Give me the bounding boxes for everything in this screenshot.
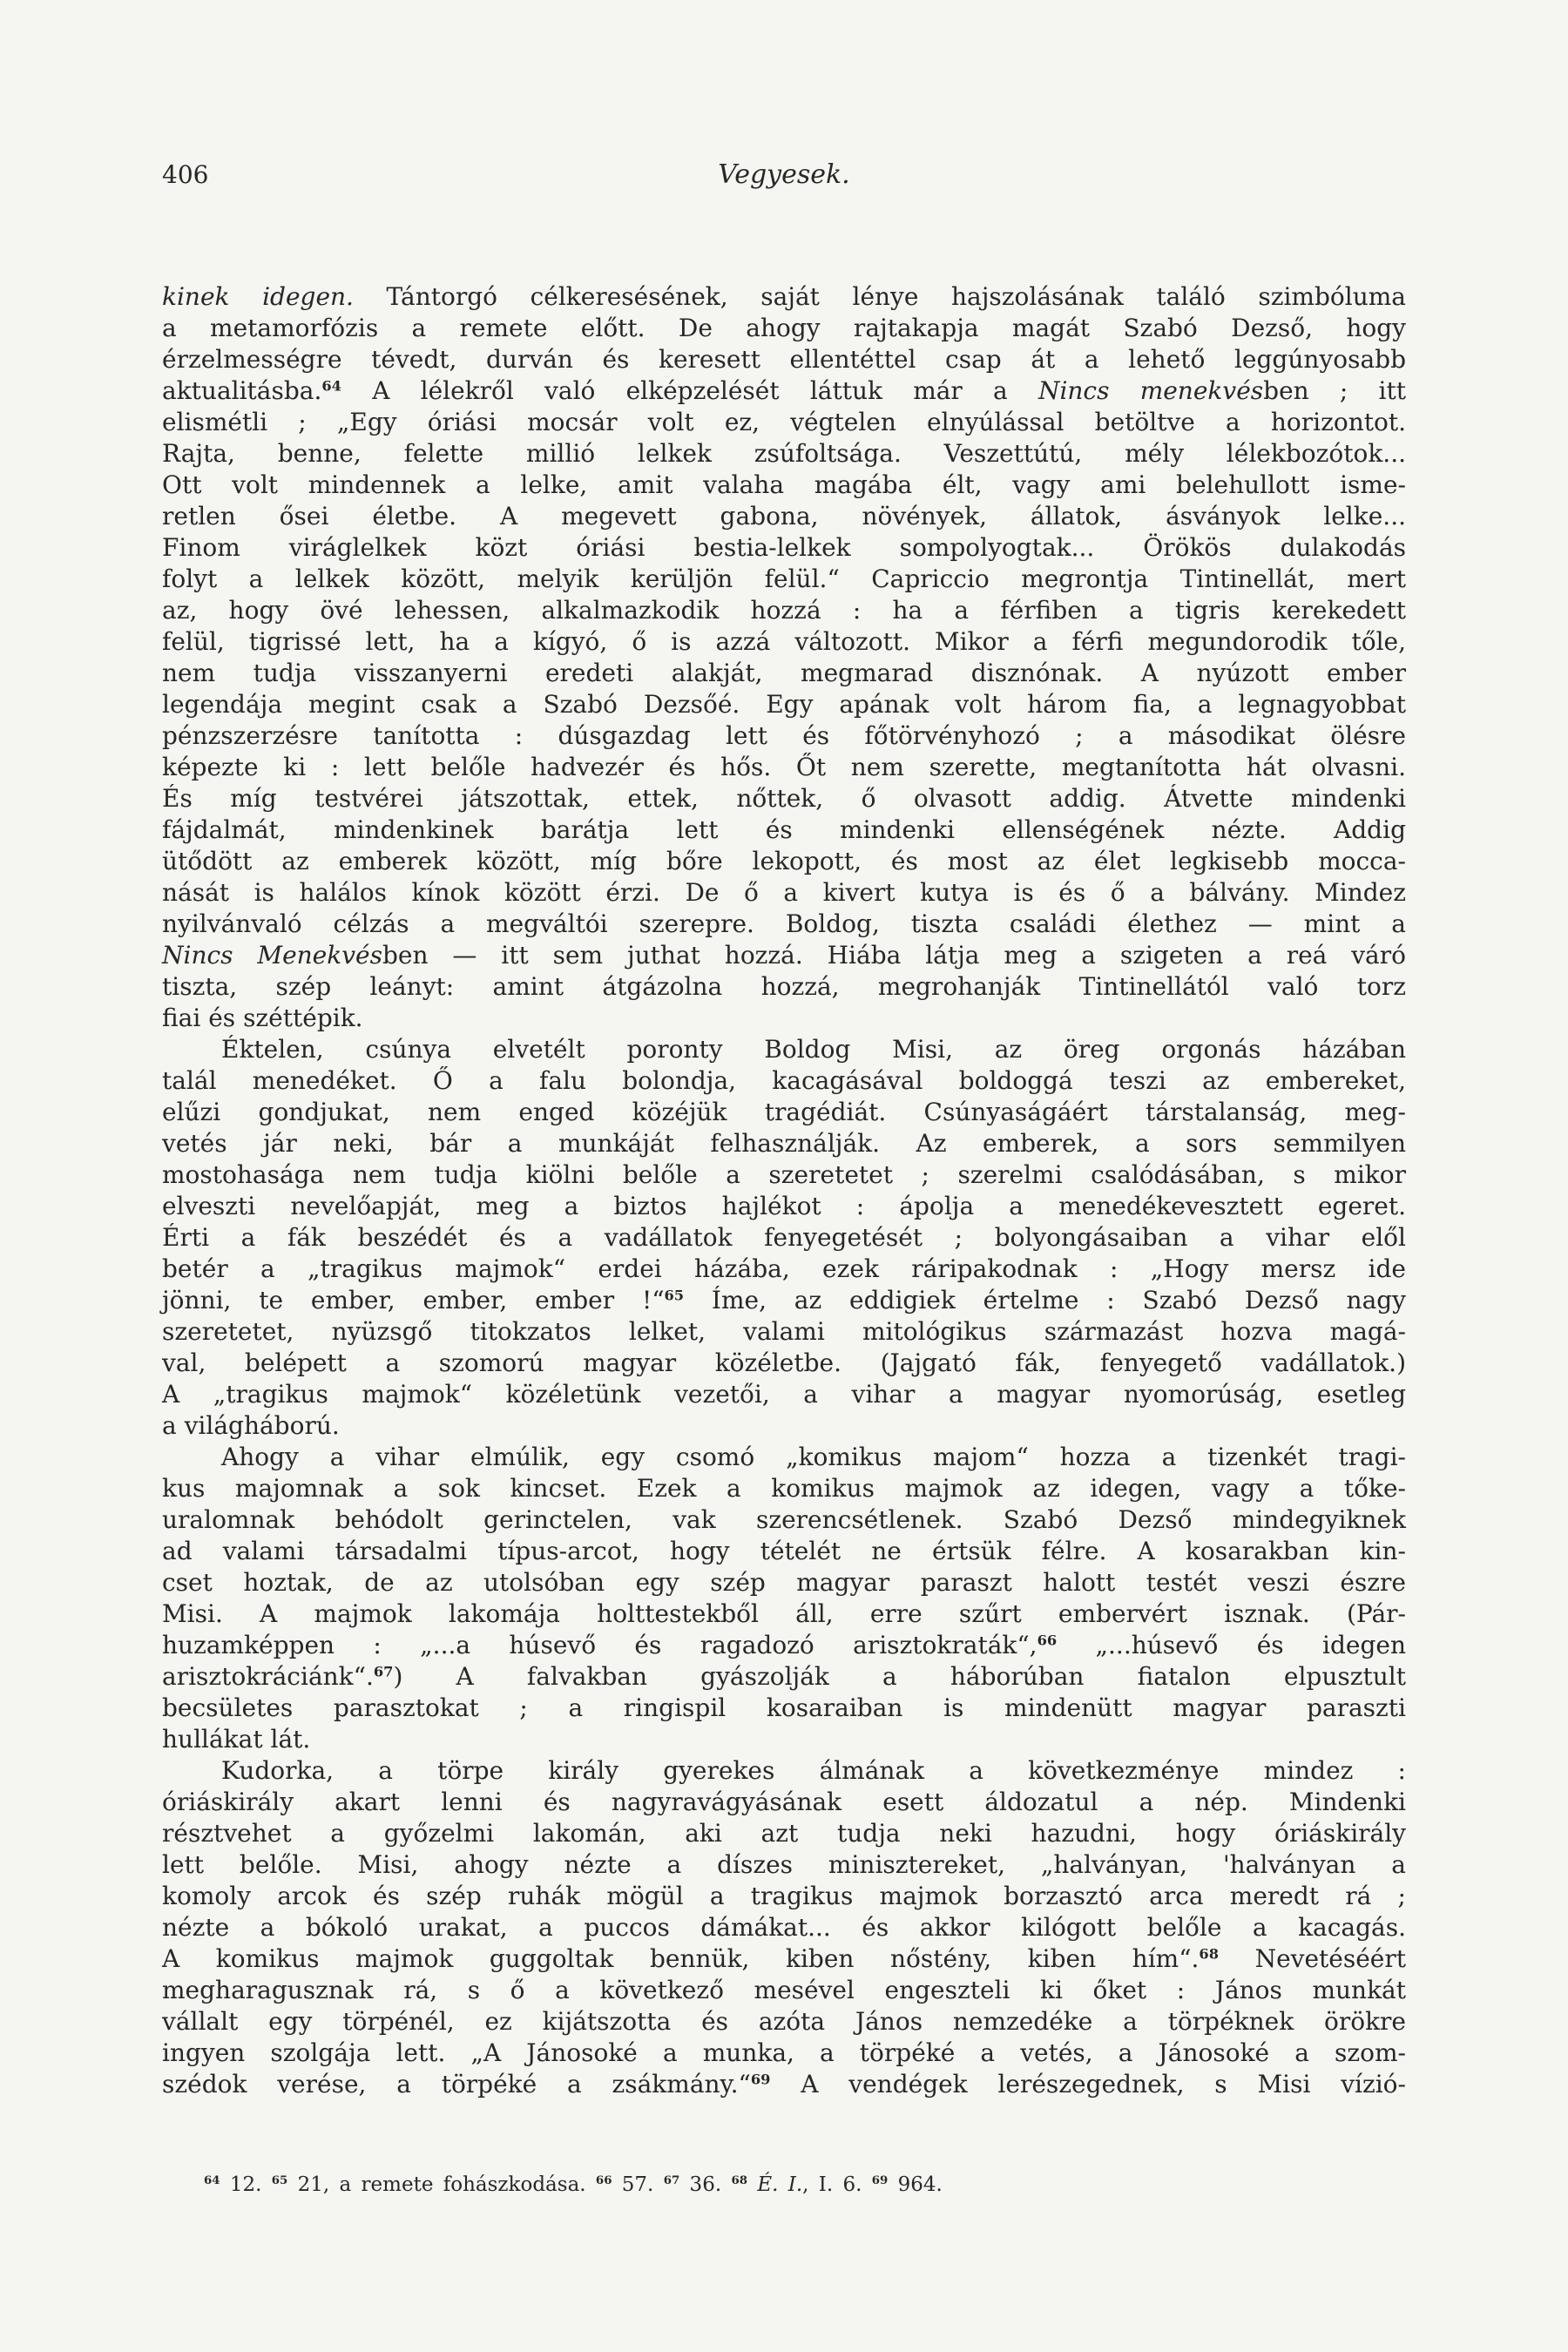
text-run: elűzi gondjukat, nem enged közéjük tragédiát. Csúnyaságáért társtalanság, meg- — [162, 1098, 1406, 1126]
text-run: óriáskirály akart lenni és nagyravágyásának esett áldozatul a nép. Mindenki — [162, 1788, 1406, 1816]
text-line — [162, 1849, 1406, 1881]
body-text — [162, 281, 1406, 2100]
footnote-ref: 64 — [204, 2173, 220, 2187]
text-line — [162, 1065, 1406, 1097]
text-run: A lélekről való elképzelését láttuk már a — [341, 376, 1038, 405]
text-run: fiai és széttépik. — [162, 1004, 363, 1032]
text-run: Rajta, benne, felette millió lelkek zsúfoltsága. Veszettútú, mély lélekbozótok... — [162, 439, 1406, 468]
text-run: lett belőle. Misi, ahogy nézte a díszes minisztereket, „halványan, 'halványan a — [162, 1850, 1406, 1879]
italic-title: kinek idegen. — [162, 282, 354, 311]
text-run: 36. — [679, 2173, 732, 2196]
footnote-ref: 65 — [271, 2173, 288, 2187]
text-line — [162, 1097, 1406, 1128]
text-run: 964. — [888, 2173, 943, 2196]
footnote-ref: 66 — [595, 2173, 612, 2187]
text-run: huzamképpen : „...a húsevő és ragadozó arisztokraták“, — [162, 1631, 1037, 1659]
footnote-ref: 66 — [1037, 1632, 1058, 1649]
text-run: a világháború. — [162, 1411, 340, 1440]
text-run: folyt a lelkek között, melyik kerüljön felül.“ Capriccio megrontja Tintinellát, mert — [162, 564, 1406, 593]
text-run: Íme, az eddigiek értelme : Szabó Dezső nagy — [684, 1286, 1407, 1315]
text-line — [162, 1881, 1406, 1912]
text-line — [162, 1191, 1406, 1222]
text-line — [162, 814, 1406, 846]
italic-title: É. I. — [757, 2173, 803, 2196]
text-run: érzelmességre tévedt, durván és keresett ellentéttel csap át a lehető leggúnyosabb — [162, 345, 1406, 374]
text-run: ) A falvakban gyászolják a háborúban fiatalon elpusztult — [393, 1662, 1406, 1691]
text-line — [162, 1912, 1406, 1943]
text-line — [162, 1598, 1406, 1630]
text-run: mostohasága nem tudja kiölni belőle a szeretetet ; szerelmi csalódásában, s mikor — [162, 1160, 1406, 1189]
text-line — [162, 564, 1406, 595]
text-line — [162, 2006, 1406, 2038]
text-run: megharagusznak rá, s ő a következő mesével engeszteli ki őket : János munkát — [162, 1976, 1406, 2004]
italic-title: Nincs menekvés — [1037, 376, 1264, 405]
text-run: uralomnak behódolt gerinctelen, vak szerencsétlenek. Szabó Dezső mindegyiknek — [162, 1505, 1406, 1534]
text-line — [162, 1348, 1406, 1379]
footnote-ref: 68 — [731, 2173, 748, 2187]
text-line — [162, 1128, 1406, 1159]
text-line — [162, 1536, 1406, 1567]
text-run: 21, a remete fohászkodása. — [287, 2173, 596, 2196]
text-run: vetés jár neki, bár a munkáját felhasználják. Az emberek, a sors semmilyen — [162, 1129, 1406, 1158]
text-run: 12. — [220, 2173, 272, 2196]
text-run: kus majomnak a sok kincset. Ezek a komikus majmok az idegen, vagy a tőke- — [162, 1474, 1406, 1503]
text-line — [162, 909, 1406, 940]
text-line — [162, 1724, 1406, 1755]
text-line — [162, 1630, 1406, 1661]
text-run: cset hoztak, de az utolsóban egy szép magyar paraszt halott testét veszi észre — [162, 1568, 1406, 1597]
text-run: becsületes parasztokat ; a ringispil kosaraiban is mindenütt magyar paraszti — [162, 1693, 1406, 1722]
text-line — [162, 1755, 1406, 1787]
running-head: Vegyesek. — [718, 159, 850, 190]
text-line — [162, 1442, 1406, 1473]
text-line — [162, 720, 1406, 752]
text-run: ben ; itt — [1263, 376, 1406, 405]
text-run: vállalt egy törpénél, ez kijátszotta és azóta János nemzedéke a törpéknek örökre — [162, 2007, 1406, 2036]
text-line — [162, 470, 1406, 501]
text-run: tiszta, szép leányt: amint átgázolna hozzá, megrohanják Tintinellától való torz — [162, 972, 1406, 1001]
text-run: komoly arcok és szép ruhák mögül a tragikus majmok borzasztó arca meredt rá ; — [162, 1882, 1406, 1910]
text-run: talál menedéket. Ő a falu bolondja, kacagásával boldoggá teszi az embereket, — [162, 1066, 1406, 1095]
text-line — [162, 595, 1406, 626]
text-run: pénzszerzésre tanította : dúsgazdag lett és főtörvényhozó ; a másodikat ölésre — [162, 721, 1406, 750]
text-line — [162, 689, 1406, 720]
text-run: nem tudja visszanyerni eredeti alakját, megmarad disznónak. A nyúzott ember — [162, 659, 1406, 687]
text-line — [162, 971, 1406, 1003]
text-run: képezte ki : lett belőle hadvezér és hős. Őt nem szerette, megtanította hát olvasni. — [162, 753, 1406, 781]
text-run: A „tragikus majmok“ közéletünk vezetői, a vihar a magyar nyomorúság, esetleg — [162, 1380, 1406, 1409]
text-line — [162, 626, 1406, 658]
paragraph — [162, 1755, 1406, 2100]
text-line — [162, 281, 1406, 313]
text-run: „...húsevő és idegen — [1057, 1631, 1406, 1659]
text-run: legendája megint csak a Szabó Dezsőé. Egy apának volt három fia, a legnagyobbat — [162, 690, 1406, 719]
text-run: És míg testvérei játszottak, ettek, nőttek, ő olvasott addig. Átvette mindenki — [162, 784, 1406, 813]
text-run: Tántorgó célkeresésének, saját lénye hajszolásának találó szimbóluma — [353, 282, 1406, 311]
footnote-ref: 67 — [663, 2173, 680, 2187]
text-run: A komikus majmok guggoltak bennük, kiben nőstény, kiben hím“. — [162, 1944, 1200, 1973]
text-run: hullákat lát. — [162, 1725, 311, 1754]
text-line — [162, 940, 1406, 971]
text-line — [162, 877, 1406, 909]
text-run: arisztokráciánk“. — [162, 1662, 374, 1691]
text-run: felül, tigrissé lett, ha a kígyó, ő is azzá változott. Mikor a férfi megundorodik tőle, — [162, 627, 1406, 656]
text-line — [162, 1034, 1406, 1065]
text-run: ad valami társadalmi típus-arcot, hogy tételét ne értsük félre. A kosarakban kin- — [162, 1537, 1406, 1565]
text-line — [162, 2038, 1406, 2069]
text-run: elismétli ; „Egy óriási mocsár volt ez, végtelen elnyúlással betöltve a horizontot. — [162, 408, 1406, 436]
footnote-ref: 69 — [750, 2071, 771, 2088]
text-line — [162, 375, 1406, 407]
text-run: Finom viráglelkek közt óriási bestia-lelkek sompolyogtak... Örökös dulakodás — [162, 533, 1406, 562]
text-line — [162, 438, 1406, 470]
paragraph — [162, 281, 1406, 1034]
text-line — [162, 1787, 1406, 1818]
text-run: Kudorka, a törpe király gyerekes álmának a következménye mindez : — [221, 1756, 1406, 1785]
paragraph — [162, 1034, 1406, 1442]
text-line — [162, 1975, 1406, 2006]
text-line — [162, 1159, 1406, 1191]
text-run: 57. — [612, 2173, 664, 2196]
text-run: retlen ősei életbe. A megevett gabona, növények, állatok, ásványok lelke... — [162, 502, 1406, 531]
text-run: Misi. A majmok lakomája holttestekből áll, erre szűrt embervért isznak. (Pár- — [162, 1599, 1406, 1628]
text-line — [162, 658, 1406, 689]
footnote-ref: 69 — [871, 2173, 889, 2187]
text-line — [162, 1504, 1406, 1536]
footnote-ref: 68 — [1199, 1945, 1220, 1963]
footnote-ref: 64 — [321, 377, 341, 395]
text-run: elveszti nevelőapját, meg a biztos hajlékot : ápolja a menedékevesztett egeret. — [162, 1192, 1406, 1220]
text-line — [162, 1285, 1406, 1316]
text-run: Éktelen, csúnya elvetélt poronty Boldog Misi, az öreg orgonás házában — [221, 1035, 1406, 1064]
text-run: szeretetet, nyüzsgő titokzatos lelket, valami mitológikus származást hozva magá- — [162, 1317, 1406, 1346]
paragraph — [162, 1442, 1406, 1755]
text-line — [162, 313, 1406, 344]
text-run — [747, 2173, 757, 2196]
text-line — [162, 344, 1406, 375]
text-line — [162, 1473, 1406, 1504]
text-run: Nevetéséért — [1219, 1944, 1406, 1973]
footnote-ref: 67 — [373, 1663, 394, 1680]
text-line — [162, 1567, 1406, 1598]
text-line — [162, 407, 1406, 438]
text-line — [162, 1693, 1406, 1724]
text-run: ben — itt sem juthat hozzá. Hiába látja meg a szigeten a reá váró — [382, 941, 1406, 970]
text-run: fájdalmát, mindenkinek barátja lett és mindenki ellenségének nézte. Addig — [162, 815, 1406, 844]
text-run: ütődött az emberek között, míg bőre lekopott, és most az élet legkisebb mocca- — [162, 847, 1406, 875]
footnote-ref: 65 — [664, 1287, 685, 1304]
text-line — [162, 1818, 1406, 1849]
text-line — [162, 532, 1406, 564]
text-run: a metamorfózis a remete előtt. De ahogy rajtakapja magát Szabó Dezső, hogy — [162, 314, 1406, 342]
text-line — [162, 1661, 1406, 1693]
text-run: Ott volt mindennek a lelke, amit valaha magába élt, vagy ami belehullott isme- — [162, 470, 1406, 499]
text-line — [162, 1316, 1406, 1348]
text-run: betér a „tragikus majmok“ erdei házába, ezek ráripakodnak : „Hogy mersz ide — [162, 1254, 1406, 1283]
text-run: az, hogy övé lehessen, alkalmazkodik hozzá : ha a férfiben a tigris kerekedett — [162, 596, 1406, 625]
text-line — [162, 1254, 1406, 1285]
text-line — [162, 1222, 1406, 1254]
text-run: résztvehet a győzelmi lakomán, aki azt tudja neki hazudni, hogy óriáskirály — [162, 1819, 1406, 1848]
text-run: jönni, te ember, ember, ember !“ — [162, 1286, 665, 1315]
text-run: nézte a bókoló urakat, a puccos dámákat... és akkor kilógott belőle a kacagás. — [162, 1913, 1406, 1942]
text-run: val, belépett a szomorú magyar közéletbe. (Jajgató fák, fenyegető vadállatok.) — [162, 1348, 1406, 1377]
text-line — [162, 501, 1406, 532]
page-header — [162, 158, 1406, 193]
page-number: 406 — [162, 160, 209, 189]
text-run: nyilvánvaló célzás a megváltói szerepre. Boldog, tiszta családi élethez — mint a — [162, 909, 1406, 938]
text-line — [162, 1003, 1406, 1034]
text-line — [162, 1379, 1406, 1410]
text-run: szédok verése, a törpéké a zsákmány.“ — [162, 2070, 751, 2099]
italic-title: Nincs Menekvés — [162, 941, 382, 970]
text-line — [162, 1943, 1406, 1975]
text-line — [162, 846, 1406, 877]
text-run: A vendégek lerészegednek, s Misi vízió- — [770, 2070, 1406, 2099]
text-line — [162, 752, 1406, 783]
footnotes — [204, 2169, 1362, 2200]
text-run: Érti a fák beszédét és a vadállatok fenyegetését ; bolyongásaiban a vihar elől — [162, 1223, 1406, 1252]
text-run: nását is halálos kínok között érzi. De ő a kivert kutya is és ő a bálvány. Mindez — [162, 878, 1406, 907]
text-line — [162, 1410, 1406, 1442]
text-run: ingyen szolgája lett. „A Jánosoké a munka, a törpéké a vetés, a Jánosoké a szom- — [162, 2038, 1406, 2067]
text-run: Ahogy a vihar elmúlik, egy csomó „komikus majom“ hozza a tizenkét tragi- — [221, 1443, 1406, 1471]
text-line — [162, 783, 1406, 814]
text-line — [162, 2069, 1406, 2100]
text-run: , I. 6. — [802, 2173, 872, 2196]
text-run: aktualitásba. — [162, 376, 322, 405]
